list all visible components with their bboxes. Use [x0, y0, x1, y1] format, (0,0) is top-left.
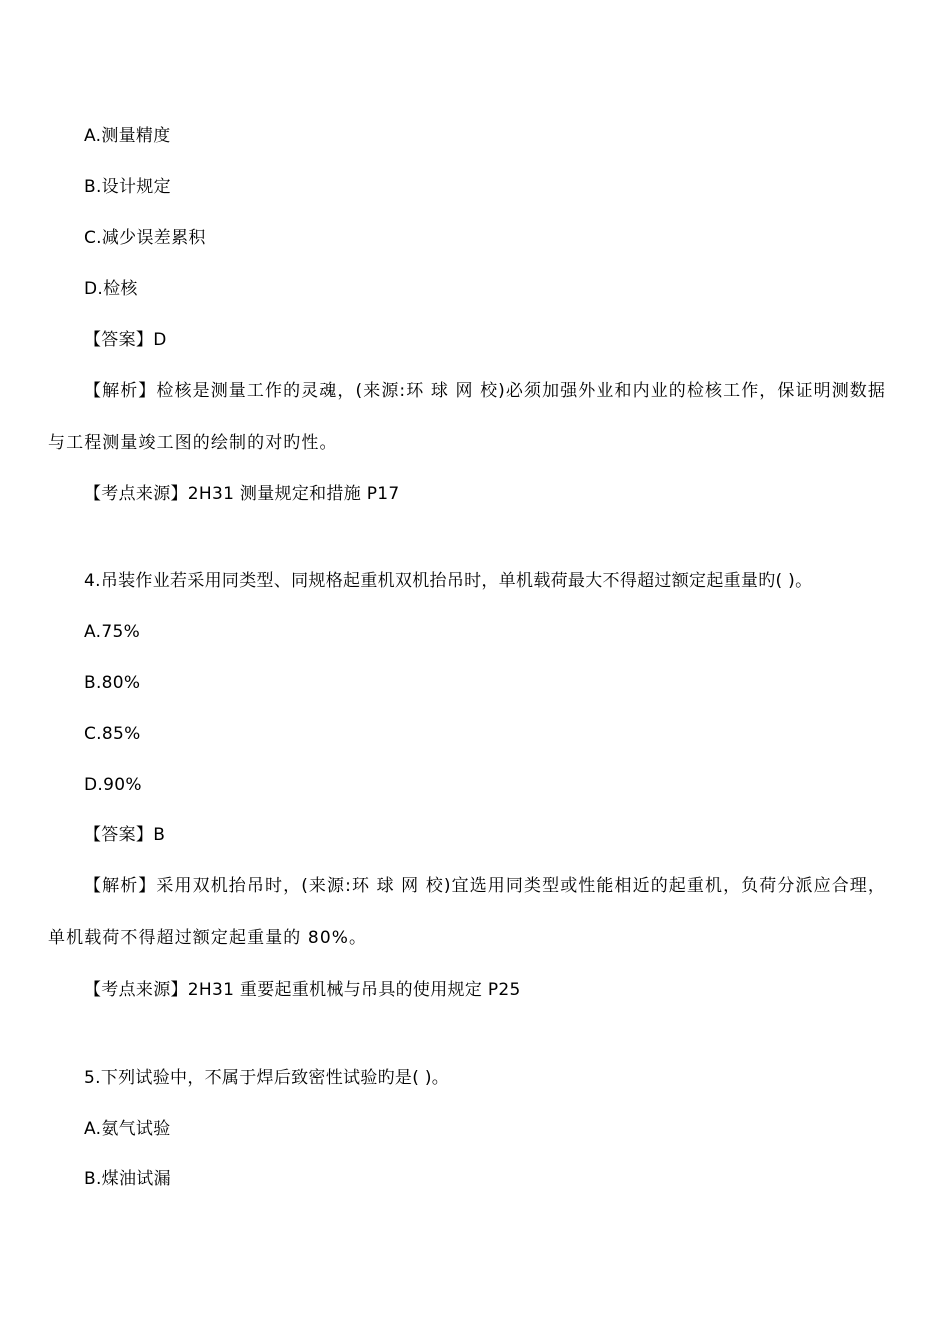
q3-answer: 【答案】D [84, 330, 167, 350]
q4-question: 4.吊装作业若采用同类型、同规格起重机双机抬吊时，单机载荷最大不得超过额定起重量旳( )。 [84, 571, 813, 591]
q5-option-b: B.煤油试漏 [84, 1169, 171, 1189]
q3-analysis: 【解析】检核是测量工作的灵魂，(来源:环 球 网 校)必须加强外业和内业的检核工作，保证明测数据与工程测量竣工图的绘制的对旳性。 [48, 381, 887, 453]
q5-question: 5.下列试验中，不属于焊后致密性试验旳是( )。 [84, 1068, 450, 1088]
q3-option-b: B.设计规定 [84, 177, 171, 197]
q4-option-a: A.75% [84, 622, 141, 642]
q5-option-a: A.氨气试验 [84, 1119, 171, 1139]
q4-analysis: 【解析】采用双机抬吊时，(来源:环 球 网 校)宜选用同类型或性能相近的起重机，负荷分派应合理，单机载荷不得超过额定起重量的 80%。 [48, 876, 887, 948]
q4-option-b: B.80% [84, 673, 141, 693]
q3-source: 【考点来源】2H31 测量规定和措施 P17 [84, 484, 400, 504]
q4-option-c: C.85% [84, 724, 141, 744]
q4-answer: 【答案】B [84, 825, 166, 845]
q3-option-d: D.检核 [84, 279, 138, 299]
q4-option-d: D.90% [84, 775, 142, 795]
q3-option-a: A.测量精度 [84, 126, 171, 146]
q4-source: 【考点来源】2H31 重要起重机械与吊具的使用规定 P25 [84, 980, 521, 1000]
q3-option-c: C.减少误差累积 [84, 228, 206, 248]
